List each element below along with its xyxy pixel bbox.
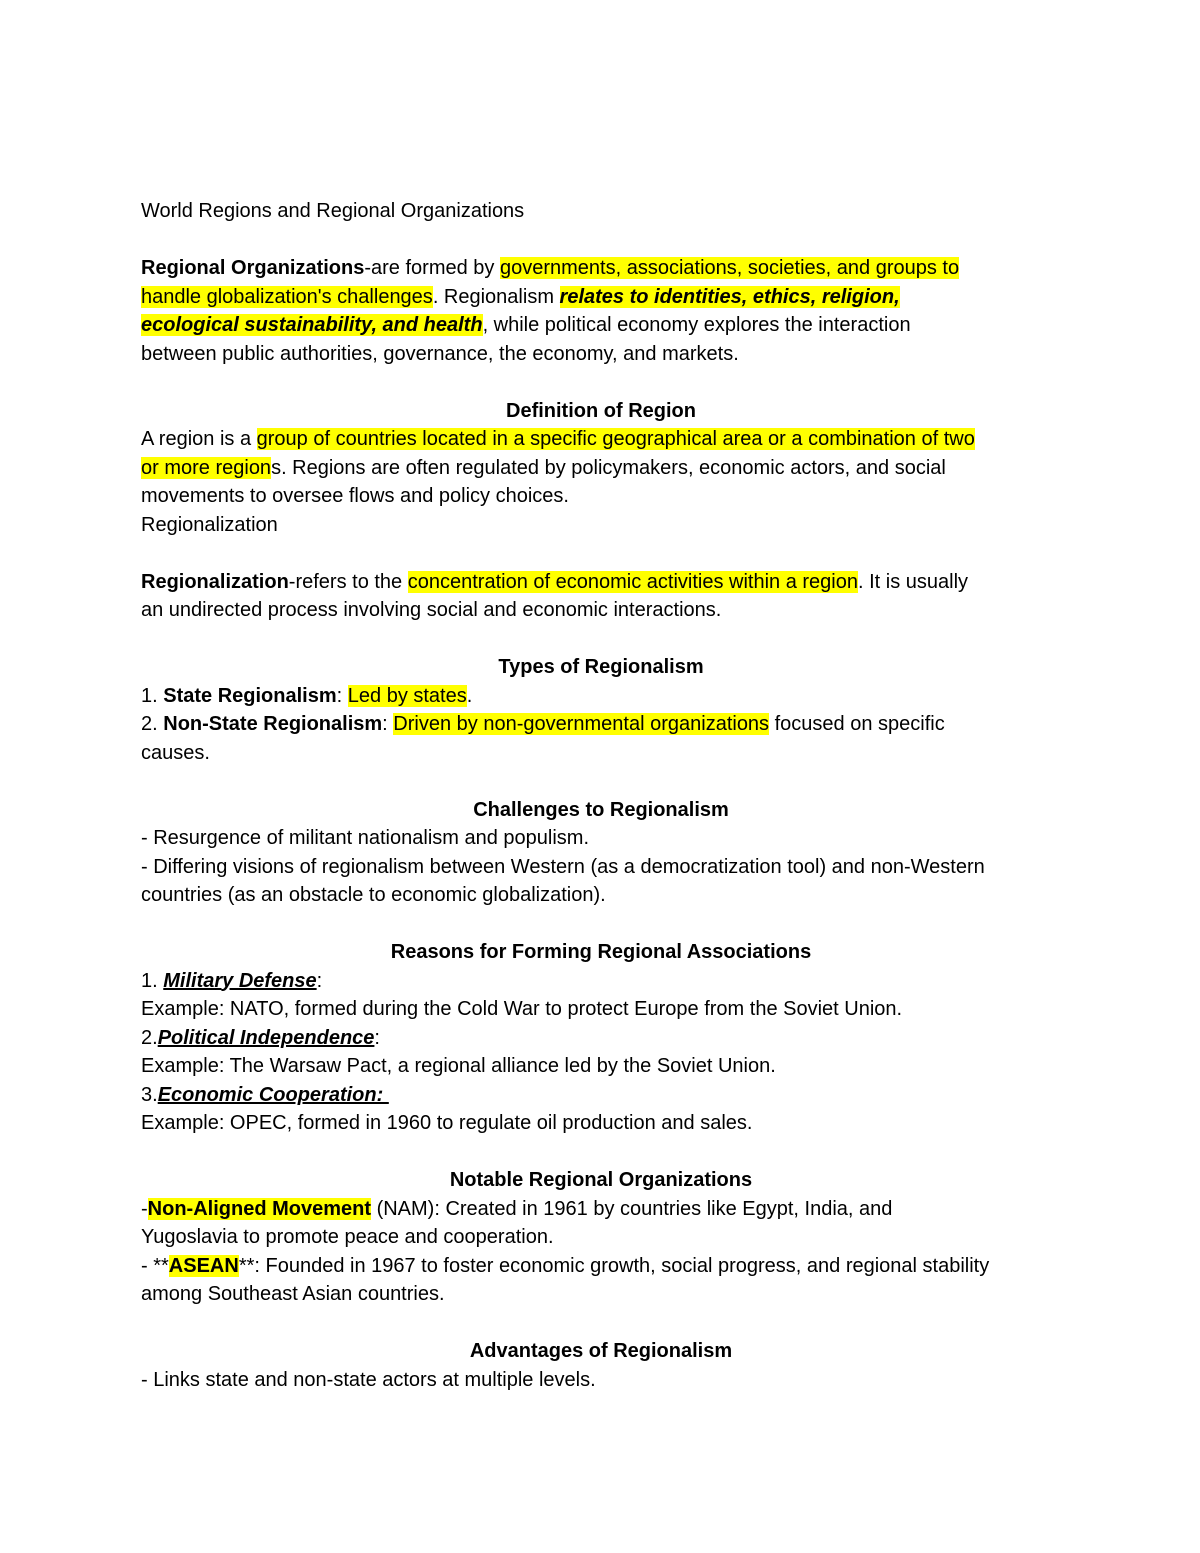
section-heading-challenges: Challenges to Regionalism: [473, 798, 729, 821]
highlighted-text: or more region: [141, 456, 272, 479]
list-item: [141, 710, 1061, 739]
blank-line: [141, 1309, 1061, 1338]
text-run: :: [374, 1026, 380, 1049]
term-state-regionalism: State Regionalism: [163, 684, 337, 707]
term-political-independence: Political Independence: [157, 1026, 375, 1049]
section-heading-definition: Definition of Region: [506, 399, 696, 422]
list-item: [141, 967, 1061, 996]
example-line: Example: The Warsaw Pact, a regional alliance led by the Soviet Union.: [141, 1055, 776, 1077]
blank-line: [141, 368, 1061, 397]
list-number: 1.: [141, 969, 164, 992]
section-heading-advantages: Advantages of Regionalism: [469, 1340, 733, 1362]
text-run: -refers to the: [288, 570, 408, 593]
term-military-defense: Military Defense: [163, 969, 317, 992]
highlighted-text: Driven by non-governmental organizations: [393, 713, 770, 735]
paragraph-line: among Southeast Asian countries.: [141, 1283, 445, 1305]
paragraph-line: [141, 425, 1061, 454]
paragraph-line: [141, 454, 1061, 483]
highlighted-text: concentration of economic activities within a region: [407, 570, 858, 593]
highlighted-text: group of countries located in a specific geographical area or a combination of two: [256, 428, 975, 450]
blank-line: [141, 226, 1061, 255]
list-number: 1.: [141, 684, 164, 707]
highlighted-text: governments, associations, societies, and groups to: [499, 257, 960, 279]
text-run: . It is usually: [857, 570, 969, 593]
paragraph-line: an undirected process involving social and economic interactions.: [141, 599, 722, 621]
example-line: Example: NATO, formed during the Cold War to protect Europe from the Soviet Union.: [141, 998, 903, 1020]
text-run: :: [336, 684, 348, 707]
text-run: -are formed by: [364, 257, 500, 279]
list-item: [141, 682, 1061, 711]
text-run: s. Regions are often regulated by policymakers, economic actors, and social: [271, 456, 946, 479]
list-item: - Resurgence of militant nationalism and populism.: [141, 827, 589, 849]
blank-line: [141, 910, 1061, 939]
paragraph-line: countries (as an obstacle to economic globalization).: [141, 884, 606, 906]
emphasized-highlighted-text: ecological sustainability, and health: [141, 314, 483, 336]
section-heading-reasons: Reasons for Forming Regional Associations: [390, 941, 812, 963]
text-run: A region is a: [141, 428, 257, 450]
document-title: World Regions and Regional Organizations: [141, 200, 525, 222]
text-run: focused on specific: [769, 713, 945, 735]
list-number: 3.: [141, 1083, 158, 1106]
text-run: (NAM): Created in 1961 by countries like Egypt, India, and: [371, 1197, 893, 1220]
paragraph-line: Regionalization: [141, 513, 278, 536]
section-heading-notable: Notable Regional Organizations: [449, 1169, 753, 1191]
paragraph-line: between public authorities, governance, the economy, and markets.: [141, 342, 739, 365]
list-number: 2.: [141, 1026, 158, 1049]
emphasized-highlighted-text: relates to identities, ethics, religion,: [559, 285, 900, 308]
paragraph-line: [141, 568, 1061, 597]
term-asean: ASEAN: [168, 1254, 239, 1277]
blank-line: [141, 1138, 1061, 1167]
list-item: - Differing visions of regionalism between Western (as a democratization tool) and non-Western: [141, 855, 985, 878]
highlighted-text: handle globalization's challenges: [141, 285, 433, 308]
list-item: - Links state and non-state actors at multiple levels.: [141, 1368, 596, 1391]
term-economic-cooperation: Economic Cooperation:: [157, 1083, 389, 1106]
text-run: **: Founded in 1967 to foster economic growth, social progress, and regional stability: [238, 1254, 990, 1277]
paragraph-line: Yugoslavia to promote peace and cooperation.: [141, 1226, 554, 1248]
list-item: [141, 1252, 1061, 1281]
term-regionalization: Regionalization: [141, 570, 289, 593]
paragraph-line: movements to oversee flows and policy choices.: [141, 485, 569, 507]
list-item: [141, 1195, 1061, 1224]
example-line: Example: OPEC, formed in 1960 to regulate oil production and sales.: [141, 1112, 753, 1134]
paragraph-line: causes.: [141, 741, 210, 764]
section-heading-types: Types of Regionalism: [498, 656, 704, 678]
paragraph-line: [141, 254, 1061, 283]
text-run: . Regionalism: [432, 285, 560, 308]
text-run: - **: [141, 1254, 169, 1277]
term-regional-organizations: Regional Organizations: [141, 257, 365, 279]
text-run: -: [141, 1197, 148, 1220]
paragraph-line: [141, 311, 1061, 340]
blank-line: [141, 767, 1061, 796]
text-run: :: [382, 713, 394, 735]
term-non-state-regionalism: Non-State Regionalism: [163, 713, 383, 735]
list-number: 2.: [141, 713, 164, 735]
text-run: :: [316, 969, 323, 992]
blank-line: [141, 625, 1061, 654]
text-run: , while political economy explores the interaction: [482, 314, 911, 336]
document-body: [141, 197, 1061, 1394]
paragraph-line: [141, 283, 1061, 312]
text-run: .: [466, 684, 473, 707]
list-item: [141, 1024, 1061, 1053]
term-non-aligned-movement: Non-Aligned Movement: [147, 1197, 372, 1220]
highlighted-text: Led by states: [347, 684, 467, 707]
list-item: [141, 1081, 1061, 1110]
blank-line: [141, 539, 1061, 568]
